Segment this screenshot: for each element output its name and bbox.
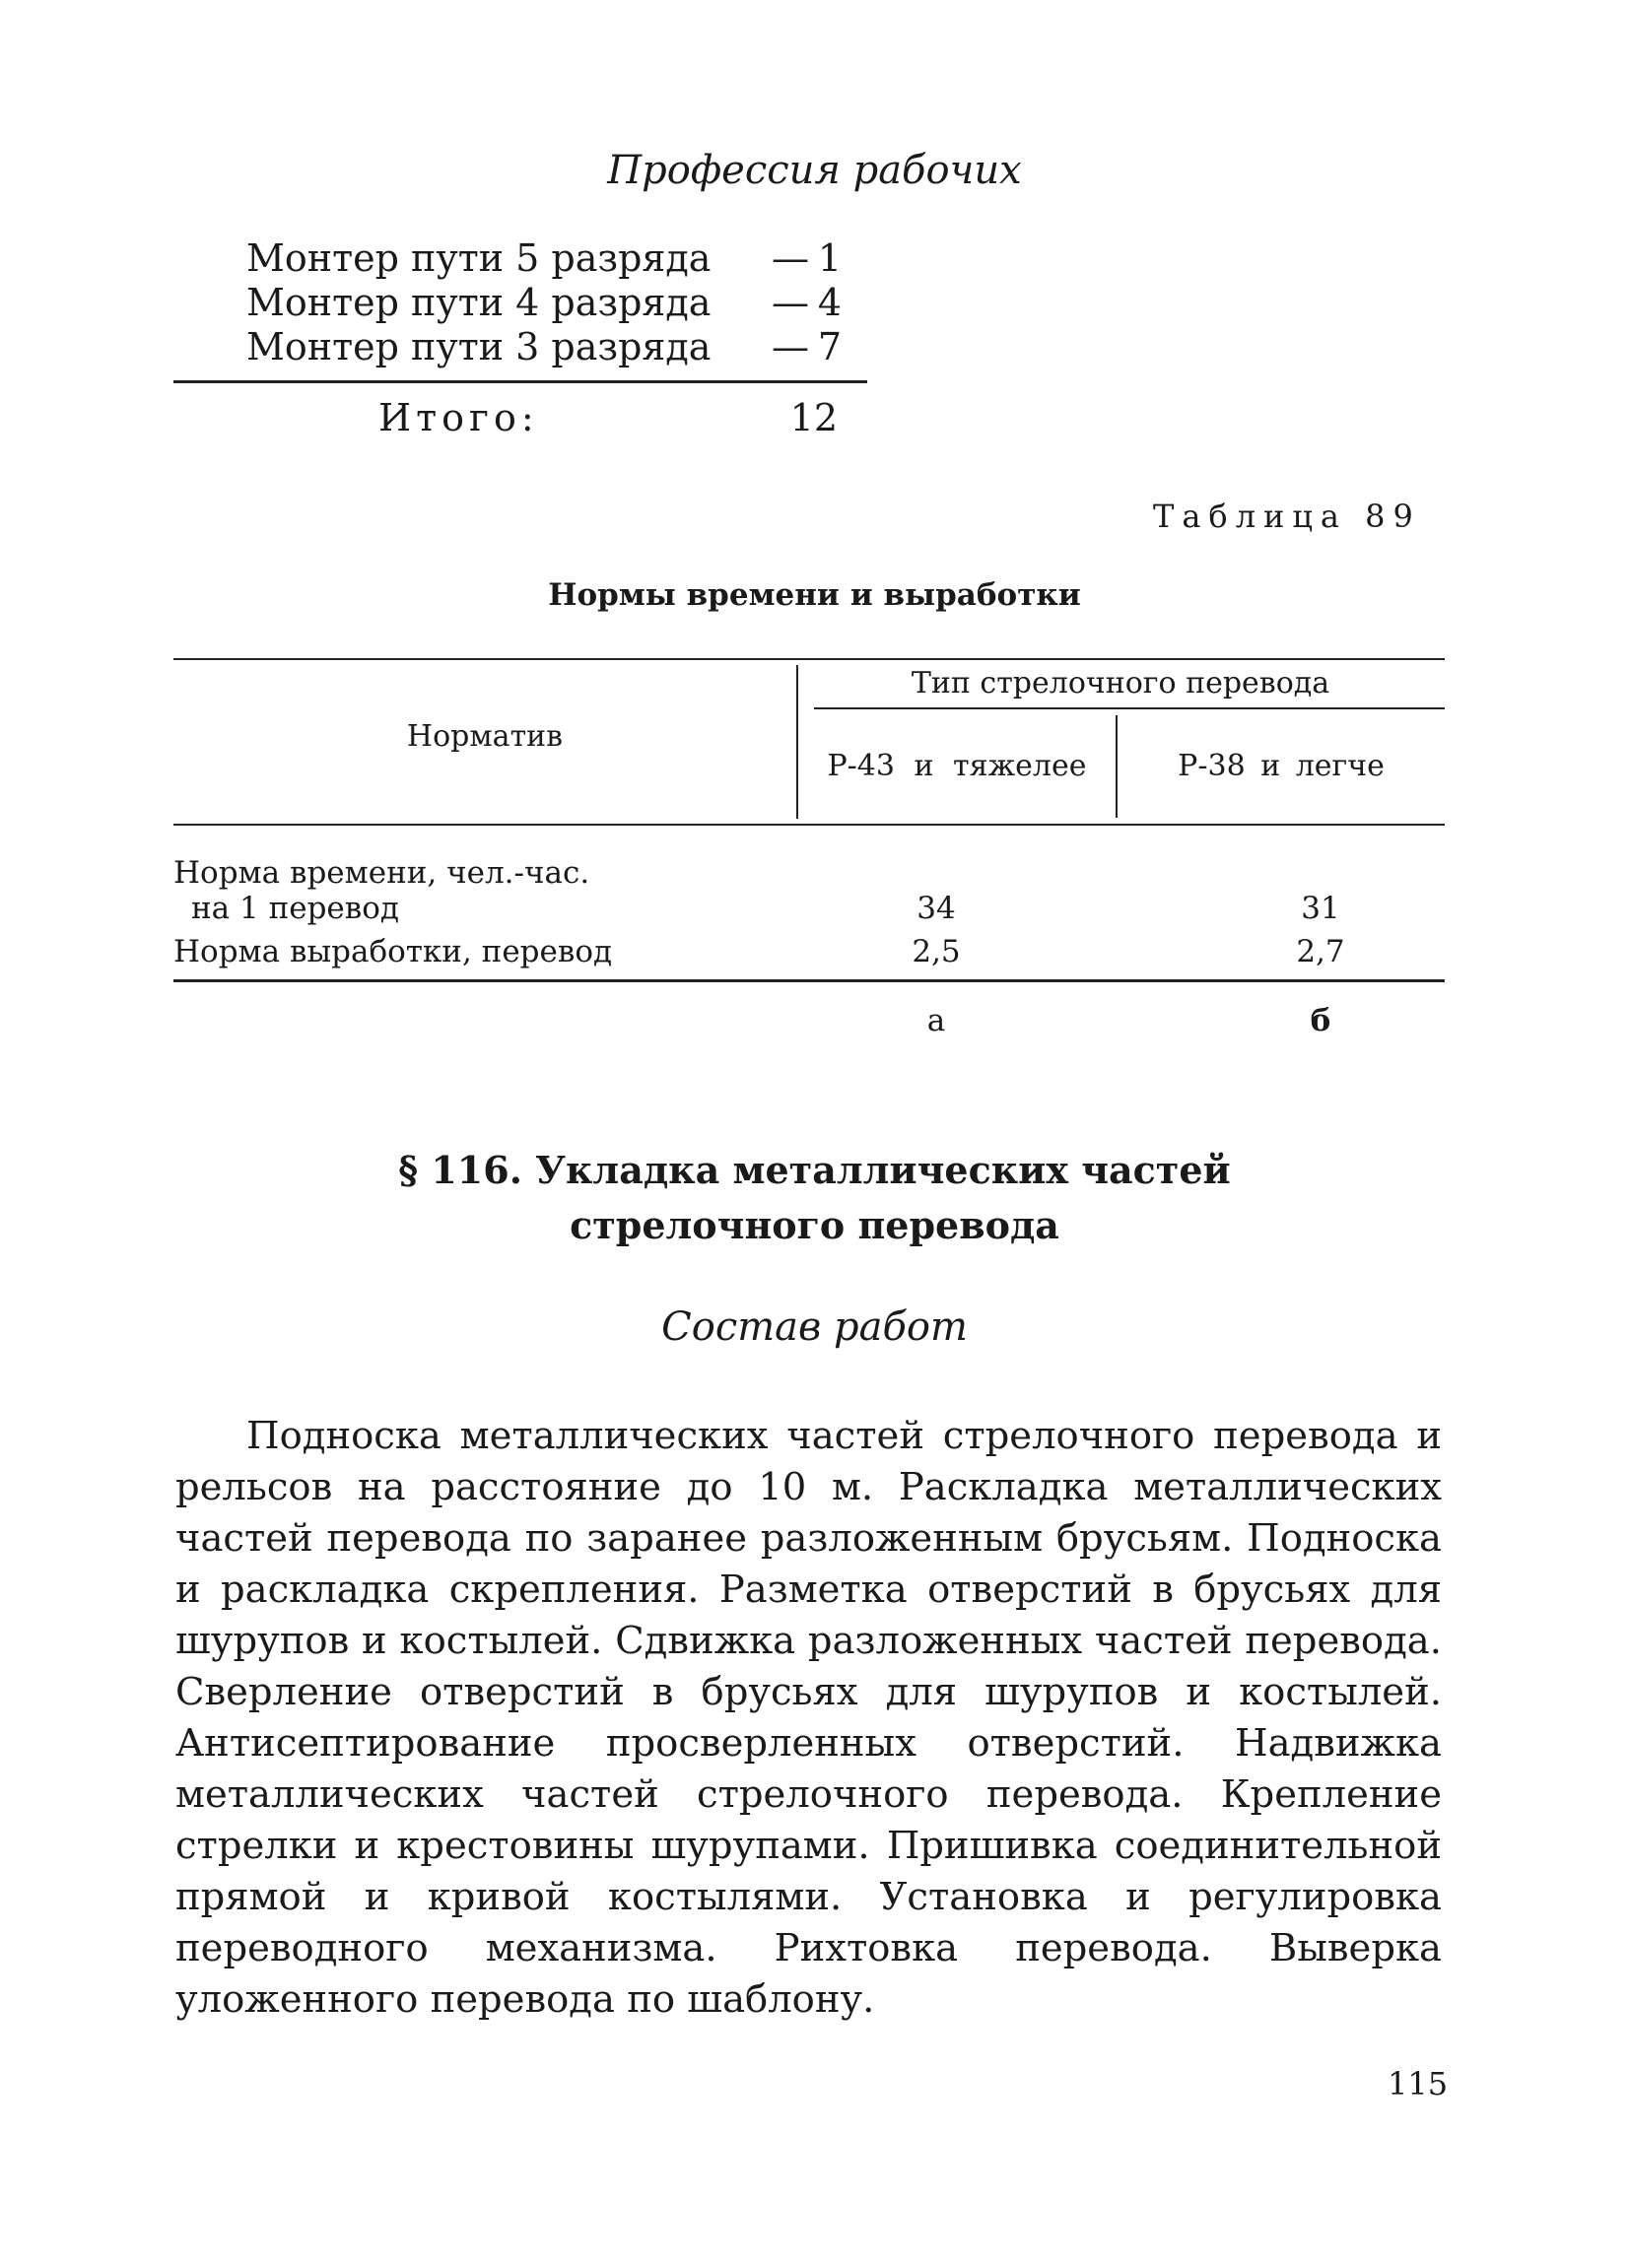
crew-row-count: 4 (817, 281, 842, 324)
table-group-rule (814, 707, 1445, 709)
section-title-line1: § 116. Укладка металлических частей (398, 1148, 1231, 1192)
crew-total-rule (173, 380, 867, 383)
crew-title: Профессия рабочих (607, 148, 1022, 193)
table-title: Нормы времени и выработки (548, 577, 1081, 613)
cell-time-r38: 31 (1301, 891, 1340, 926)
crew-row-dash: — (772, 325, 809, 368)
col-letter-b: б (1310, 1003, 1331, 1038)
crew-row (246, 281, 842, 325)
cell-output-r38: 2,7 (1296, 934, 1345, 969)
table-top-rule (173, 658, 1445, 660)
crew-total-value: 12 (789, 396, 838, 439)
crew-row-count: 1 (817, 236, 842, 280)
cell-output-r43: 2,5 (912, 934, 961, 969)
crew-row-label: Монтер пути 3 разряда (246, 325, 712, 368)
crew-total-label: Итого: (378, 396, 539, 439)
section-title (0, 1143, 1629, 1253)
table-number: Таблица 89 (1153, 498, 1421, 535)
header-type-group: Тип стрелочного перевода (911, 666, 1330, 700)
crew-row-dash: — (772, 236, 809, 280)
crew-row-dash: — (772, 281, 809, 324)
crew-row-count: 7 (817, 325, 842, 368)
crew-row (246, 325, 842, 369)
header-normativ: Норматив (406, 719, 564, 754)
page-number: 115 (1388, 2065, 1449, 2102)
crew-row-label: Монтер пути 5 разряда (246, 236, 712, 280)
row-time-norm-label: Норма времени, чел.-час. (173, 855, 590, 891)
work-composition-text: Подноска металлических частей стрелочного перевода и рельсов на расстояние до 10 м. Раскладка металлических частей перевода по заранее разложенным брусьям. Подноска и раскладка скрепления. Разметка отверстий в брусьях для шурупов и костылей. Сдвижка разложенных частей перевода. Сверление отверстий в брусьях для шурупов и костылей. Антисептирование просверленных отверстий. Надвижка металлических частей стрелочного перевода. Крепление стрелки и крестовины шурупами. Пришивка соединительной прямой и кривой костылями. Установка и регулировка переводного механизма. Рихтовка перевода. Выверка уложенного перевода по шаблону. (175, 1414, 1442, 2022)
section-title-line2: стрелочного перевода (570, 1203, 1059, 1247)
cell-time-r43: 34 (916, 891, 956, 926)
crew-row-label: Монтер пути 4 разряда (246, 281, 712, 324)
header-col-r38: Р-38 и легче (1178, 749, 1385, 783)
table-bottom-rule (173, 979, 1445, 982)
table-header-rule (173, 824, 1445, 826)
row-output-norm-label: Норма выработки, перевод (173, 934, 613, 969)
row-time-norm-label-cont: на 1 перевод (191, 891, 399, 926)
crew-list (246, 236, 842, 369)
header-col-r43: Р-43 и тяжелее (827, 749, 1087, 783)
work-composition-title: Состав работ (661, 1304, 968, 1350)
col-letter-a: а (926, 1003, 946, 1038)
crew-row (246, 236, 842, 281)
